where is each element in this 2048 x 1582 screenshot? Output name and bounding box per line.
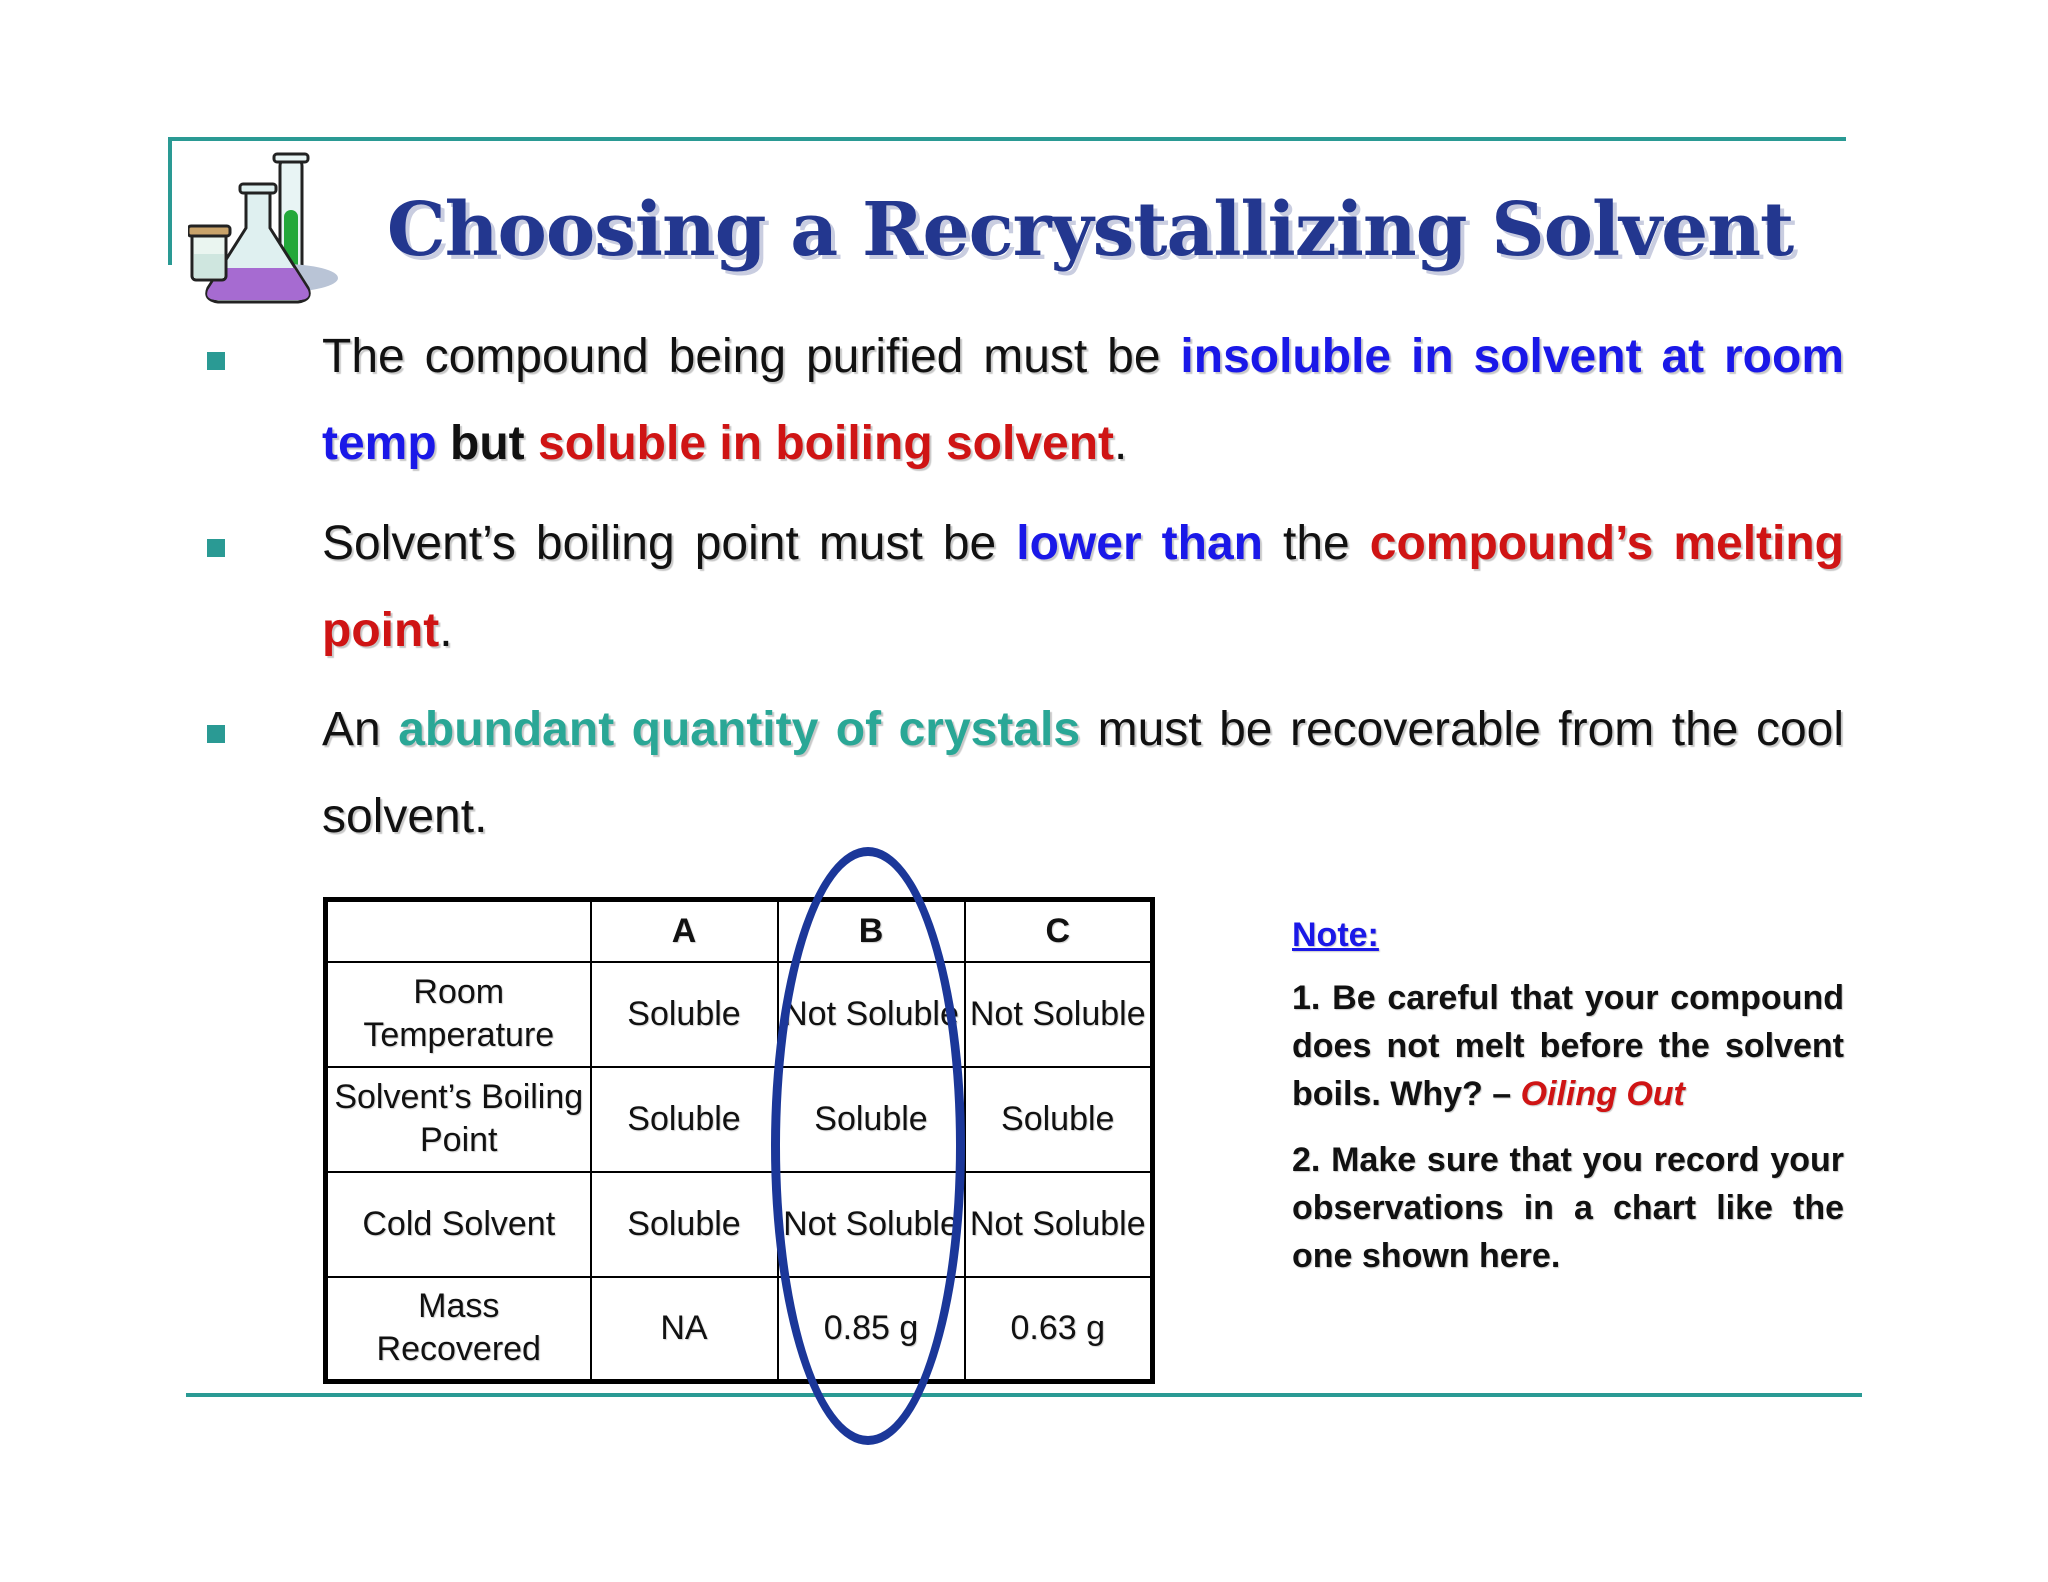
table-cell: Soluble xyxy=(591,962,778,1067)
bullet-marker xyxy=(207,539,225,557)
bullet-1-emphasis-insoluble: insoluble in solvent at room temp xyxy=(322,330,1844,470)
table-cell: Soluble xyxy=(591,1067,778,1172)
bullet-3-emphasis-crystals: abundant quantity of crystals xyxy=(398,703,1081,756)
bullet-marker xyxy=(207,725,225,743)
table-row-label: Solvent’s Boiling Point xyxy=(326,1067,591,1172)
note-item-1-emphasis: Oiling Out xyxy=(1520,1075,1685,1113)
bullet-1-space xyxy=(437,417,450,470)
bullet-2-emphasis-lower: lower than xyxy=(1016,517,1263,570)
bullet-2-text xyxy=(322,500,1844,674)
bullet-2-period: . xyxy=(439,604,453,657)
table-cell: Not Soluble xyxy=(965,1172,1153,1277)
bullet-1-space-2 xyxy=(525,417,538,470)
bullet-3-part: An xyxy=(322,703,399,756)
table-row xyxy=(326,1067,1153,1172)
table-header-cell: A xyxy=(591,900,778,962)
table-header-cell xyxy=(326,900,591,962)
table-cell: Not Soluble xyxy=(778,1172,965,1277)
table-row-label: Cold Solvent xyxy=(326,1172,591,1277)
bullet-2-part: Solvent’s boiling point must be xyxy=(322,517,1017,570)
bullet-3-part-2: must be recoverable from the cool solvent. xyxy=(322,703,1845,843)
bullet-1-period: . xyxy=(1114,417,1128,470)
bullet-3-text xyxy=(322,686,1844,860)
bullet-2-part-2: the xyxy=(1262,517,1370,570)
bullet-1-but: but xyxy=(450,417,525,470)
table-row-label: Room Temperature xyxy=(326,962,591,1067)
bullet-1-emphasis-soluble: soluble in boiling solvent xyxy=(538,417,1115,470)
table-cell: Soluble xyxy=(778,1067,965,1172)
table-cell: NA xyxy=(591,1277,778,1382)
table-cell: Not Soluble xyxy=(778,962,965,1067)
table-cell: 0.63 g xyxy=(965,1277,1153,1382)
column-b-highlight-oval xyxy=(771,847,965,1445)
bullet-2-emphasis-melting: compound’s melting point xyxy=(322,517,1845,657)
frame-bottom-line xyxy=(186,1393,1862,1397)
table-row xyxy=(326,1277,1153,1382)
note-item-2: 2. Make sure that you record your observations in a chart like the one shown here. xyxy=(1292,1141,1844,1275)
note-item-1 xyxy=(1292,974,1844,1118)
table-row-label: Mass Recovered xyxy=(326,1277,591,1382)
frame-left-line xyxy=(168,137,172,265)
bullet-1-part: The compound being purified must be xyxy=(322,330,1181,383)
table-cell: Not Soluble xyxy=(965,962,1153,1067)
table-header-cell: B xyxy=(778,900,965,962)
table-row xyxy=(326,962,1153,1067)
note-item-1-text: 1. Be careful that your compound does not melt before the solvent boils. Why? – xyxy=(1292,979,1844,1113)
table-header-cell: C xyxy=(965,900,1153,962)
solvent-comparison-table xyxy=(323,897,1155,1384)
frame-top-line xyxy=(168,137,1846,141)
note-title: Note: xyxy=(1292,916,1379,954)
bullet-marker xyxy=(207,352,225,370)
lab-glassware-icon xyxy=(188,150,348,320)
table-cell: 0.85 g xyxy=(778,1277,965,1382)
table-cell: Soluble xyxy=(965,1067,1153,1172)
bullet-1-text xyxy=(322,313,1844,487)
table-cell: Soluble xyxy=(591,1172,778,1277)
table-header-row xyxy=(326,900,1153,962)
table-row xyxy=(326,1172,1153,1277)
slide-title: Choosing a Recrystallizing Solvent xyxy=(386,187,1794,273)
note-box xyxy=(1292,910,1844,1298)
